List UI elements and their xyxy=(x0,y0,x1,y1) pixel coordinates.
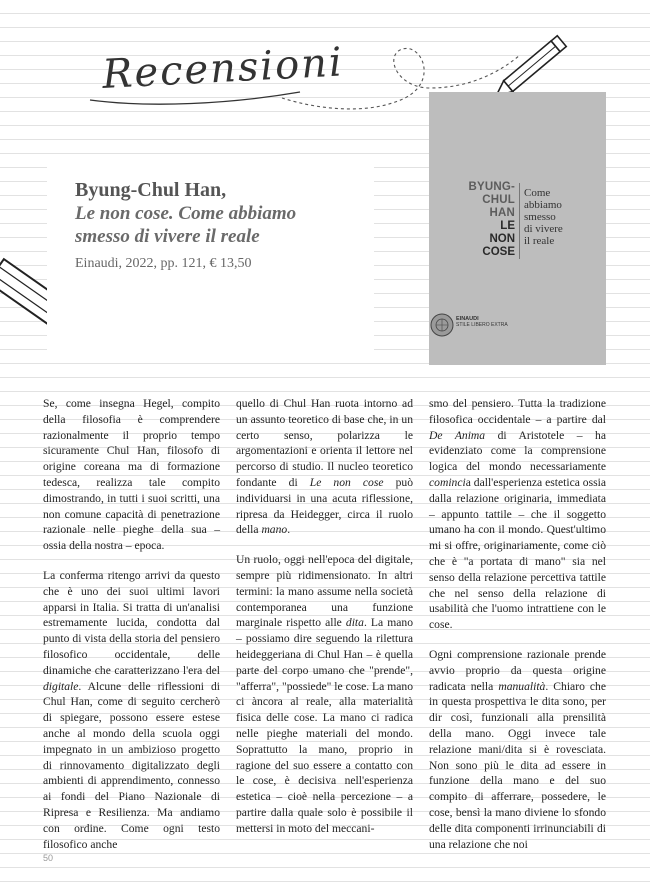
body-text: smo del pensiero. Tutta la tradizione filosofica occidentale – a partire dal xyxy=(429,397,606,426)
emphasis-text: Le non cose xyxy=(309,475,384,489)
text-column-3 xyxy=(429,396,606,852)
body-text: può individuarsi in una acuta riflessione, ripresa da Heidegger, circa il ruolo della xyxy=(236,475,413,537)
review-work-title: Le non cose. Come abbiamo smesso di vivere il reale xyxy=(75,203,297,247)
text-column-2 xyxy=(236,396,413,837)
body-text: . La mano – possiamo dire seguendo la rilettura heideggeriana di Chul Han – è quella parte del corpo umano che "prende", "afferra", "possiede" le cose. La mano ci àncora al reale, alla materialità fisica delle cose. La mano ci radica nelle pieghe materiali del mondo. Soprattutto la mano, proprio in ragione del suo essere a contatto con le cose, è decisiva nell'esperienza estetica – cioè nella percezione – a partire dalla quale solo è possibile il mettersi in moto del meccani- xyxy=(236,616,413,835)
emphasis-text: dita xyxy=(345,616,364,630)
body-text: quello di Chul Han ruota intorno ad un assunto teoretico di base che, in un certo senso, polarizza le argomentazioni e orienta il lettore nel percorso di studio. Il nucleo teoretico fondante di xyxy=(236,397,413,489)
body-text: Se, come insegna Hegel, compito della filosofia è comprendere razionalmente il proprio tempo sicuramente Chul Han, filosofo di origine coreana ma di formazione tedesca, realizza tale compito dimostrando, in tutti i suoi scritti, una non comune capacità di penetrazione razionale nelle pieghe della sua – ossia della nostra – epoca. xyxy=(43,397,220,553)
section-title: Recensioni xyxy=(101,39,345,98)
body-text: . Alcune delle riflessioni di Chul Han, come di seguito cercherò di spiegare, possono essere estese anche al mondo della scuola oggi impegnato in un ambizioso progetto di rinnovamento digitalizzato degli ambienti di apprendimento, connesso ai fondi del Piano Nazionale di Ripresa e Resilienza. Ma andiamo con ordine. Come ogni testo filosofico anche xyxy=(43,679,220,851)
cover-author: BYUNG- CHUL HAN xyxy=(468,181,515,219)
body-paragraph xyxy=(429,396,606,633)
publisher-seal-icon xyxy=(429,312,455,338)
body-text: Ogni comprensione razionale prende avvio proprio da questa origine radicata nella xyxy=(429,647,606,693)
review-header xyxy=(75,178,405,273)
review-author: Byung-Chul Han, xyxy=(75,179,227,201)
book-cover xyxy=(429,92,606,365)
body-text: . xyxy=(287,523,291,537)
emphasis-text: digitale xyxy=(43,679,79,693)
page-number: 50 xyxy=(43,853,54,863)
body-text: La conferma ritengo arrivi da questo che è uno dei suoi ultimi lavori apparsi in Italia. Si tratta di un'analisi estremamente lucida, condotta dal punto di vista della storia del pensiero filosofico occidentale, delle dinamiche che caratterizzano l'era del xyxy=(43,568,220,677)
body-text: Un ruolo, oggi nell'epoca del digitale, sempre più ridimensionato. In altri termini: la mano assume nella società contemporanea una funzione marginale rispetto alle xyxy=(236,553,413,630)
body-text: a dall'esperienza estetica ossia dalla relazione originaria, immediata – appunto tattile – che il soggetto umano ha con il mondo. Quest'ultimo mi si offre, originariamente, come ciò che è "a portata di mano" sia nel senso della relazione percettiva tattile che nel senso della relazione di usabilità che l'uomo intrattiene con le cose. xyxy=(429,475,606,632)
body-paragraph xyxy=(236,552,413,836)
body-paragraph xyxy=(43,396,220,554)
body-paragraph xyxy=(236,396,413,538)
cover-subtitle: Come abbiamo smesso di vivere il reale xyxy=(524,187,563,247)
cover-title: LE NON COSE xyxy=(482,220,515,258)
review-publication: Einaudi, 2022, pp. 121, € 13,50 xyxy=(75,256,252,271)
emphasis-text: De Anima xyxy=(429,428,486,442)
emphasis-text: mano xyxy=(261,523,288,537)
text-column-1 xyxy=(43,396,220,852)
emphasis-text: cominci xyxy=(429,475,466,489)
body-text: . Chiaro che in questa prospettiva le dita sono, per dir così, funzionali alla prensilità della mano. Oggi invece tale relazione mani/dita si è rovesciata. Non sono più le dita ad essere in funzione della mano e del suo compito di afferrare, possedere, le cose, bensì la mano diviene lo sfondo delle dita componenti irrinunciabili di una relazione che noi xyxy=(429,679,607,851)
body-paragraph xyxy=(43,568,220,852)
cover-divider xyxy=(519,183,520,259)
emphasis-text: manualità xyxy=(498,679,546,693)
body-text: di Aristotele – ha evidenziato come la comprensione logica del mondo necessariamente xyxy=(429,428,606,474)
body-paragraph xyxy=(429,647,606,852)
cover-publisher: EINAUDI STILE LIBERO EXTRA xyxy=(456,316,508,328)
